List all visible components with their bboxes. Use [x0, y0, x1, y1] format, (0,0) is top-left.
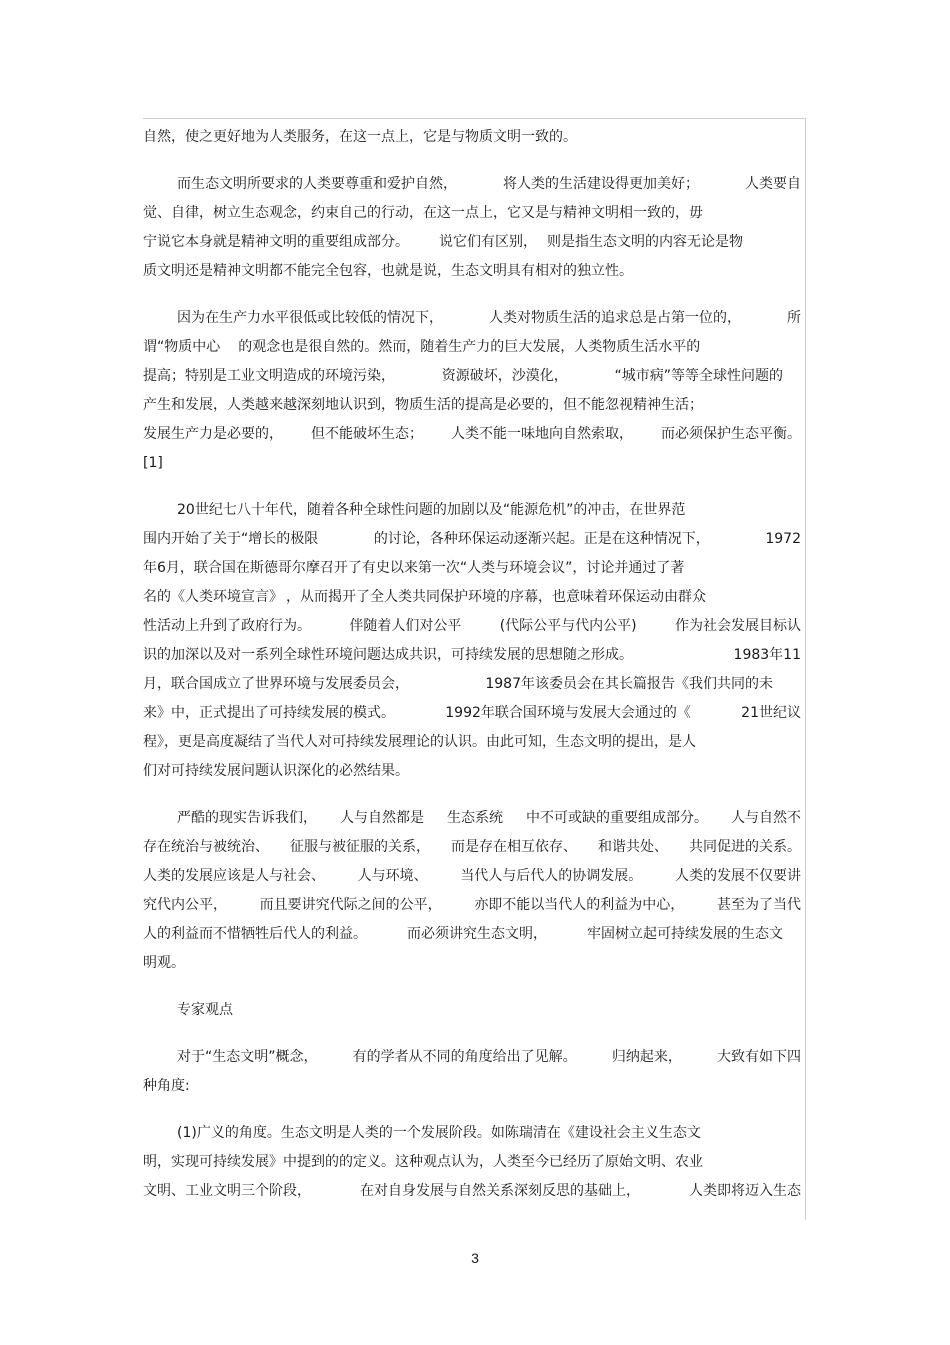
text-line: 发展生产力是必要的， 但不能破坏生态； 人类不能一味地向自然索取， 而必须保护生态平衡。: [143, 426, 801, 442]
text-line: 20世纪七八十年代，随着各种全球性问题的加剧以及“能源危机”的冲击，在世界范: [177, 502, 686, 518]
text-line: 人类的发展应该是人与社会、 人与环境、 当代人与后代人的协调发展。 人类的发展不仅要讲: [143, 868, 801, 884]
text-line: 明，实现可持续发展》中提到的的定义。这种观点认为，人类至今已经历了原始文明、农业: [143, 1154, 703, 1170]
text-line: 产生和发展，人类越来越深刻地认识到，物质生活的提高是必要的，但不能忽视精神生活；: [143, 397, 703, 413]
text-line: 对于“生态文明”概念， 有的学者从不同的角度给出了见解。 归纳起来， 大致有如下四: [177, 1049, 801, 1065]
text-line: 因为在生产力水平很低或比较低的情况下， 人类对物质生活的追求总是占第一位的， 所: [177, 310, 801, 326]
text-line: 谓“物质中心 的观念也是很自然的。然而，随着生产力的巨大发展，人类物质生活水平的: [143, 339, 701, 355]
text-line: 究代内公平， 而且要讲究代际之间的公平， 亦即不能以当代人的利益为中心， 甚至为了当代: [143, 897, 801, 913]
text-line: 觉、自律，树立生态观念，约束自己的行动，在这一点上，它又是与精神文明相一致的，毋: [143, 205, 703, 221]
text-line: 来》中，正式提出了可持续发展的模式。 1992年联合国环境与发展大会通过的《 21世纪议: [143, 705, 801, 721]
text-line: 月，联合国成立了世界环境与发展委员会， 1987年该委员会在其长篇报告《我们共同的未: [143, 676, 773, 692]
text-line: 围内开始了关于“增长的极限 的讨论，各种环保运动逐渐兴起。正是在这种情况下， 1972: [143, 531, 801, 547]
text-line: 种角度:: [143, 1078, 190, 1094]
text-line: 质文明还是精神文明都不能完全包容，也就是说，生态文明具有相对的独立性。: [143, 263, 633, 279]
text-line: 年6月，联合国在斯德哥尔摩召开了有史以来第一次“人类与环境会议”，讨论并通过了著: [143, 560, 685, 576]
text-line: 存在统治与被统治、 征服与被征服的关系， 而是存在相互依存、 和谐共处、 共同促进的关系。: [143, 839, 801, 855]
section-heading: 专家观点: [177, 1002, 233, 1018]
text-line: 人的利益而不惜牺牲后代人的利益。 而必须讲究生态文明， 牢固树立起可持续发展的生态文: [143, 926, 783, 942]
text-line: 明观。: [143, 955, 185, 971]
text-line: 自然，使之更好地为人类服务，在这一点上，它是与物质文明一致的。: [143, 129, 577, 145]
text-line: 提高；特别是工业文明造成的环境污染， 资源破坏，沙漠化， “城市病”等等全球性问题的: [143, 368, 783, 384]
text-line: 们对可持续发展问题认识深化的必然结果。: [143, 763, 409, 779]
text-line: 识的加深以及对一系列全球性环境问题达成共识，可持续发展的思想随之形成。 1983年11: [143, 647, 801, 663]
text-line: 程》，更是高度凝结了当代人对可持续发展理论的认识。由此可知，生态文明的提出，是人: [143, 734, 696, 750]
text-line: 宁说它本身就是精神文明的重要组成部分。 说它们有区别， 则是指生态文明的内容无论是物: [143, 234, 743, 250]
text-line: 而生态文明所要求的人类要尊重和爱护自然， 将人类的生活建设得更加美好； 人类要自: [177, 176, 801, 192]
text-line: 严酷的现实告诉我们， 人与自然都是 生态系统 中不可或缺的重要组成部分。 人与自然不: [177, 810, 801, 826]
page-number: 3: [471, 1250, 479, 1266]
document-body: [143, 123, 801, 1206]
text-line: 文明、工业文明三个阶段， 在对自身发展与自然关系深刻反思的基础上， 人类即将迈入生态: [143, 1183, 801, 1199]
citation: [1]: [143, 455, 163, 471]
text-line: 名的《人类环境宣言》 ，从而揭开了全人类共同保护环境的序幕，也意味着环保运动由群众: [143, 589, 706, 605]
text-line: 性活动上升到了政府行为。 伴随着人们对公平 (代际公平与代内公平) 作为社会发展目标认: [143, 618, 801, 634]
text-line: (1)广义的角度。生态文明是人类的一个发展阶段。如陈瑞清在《建设社会主义生态文: [177, 1125, 701, 1141]
